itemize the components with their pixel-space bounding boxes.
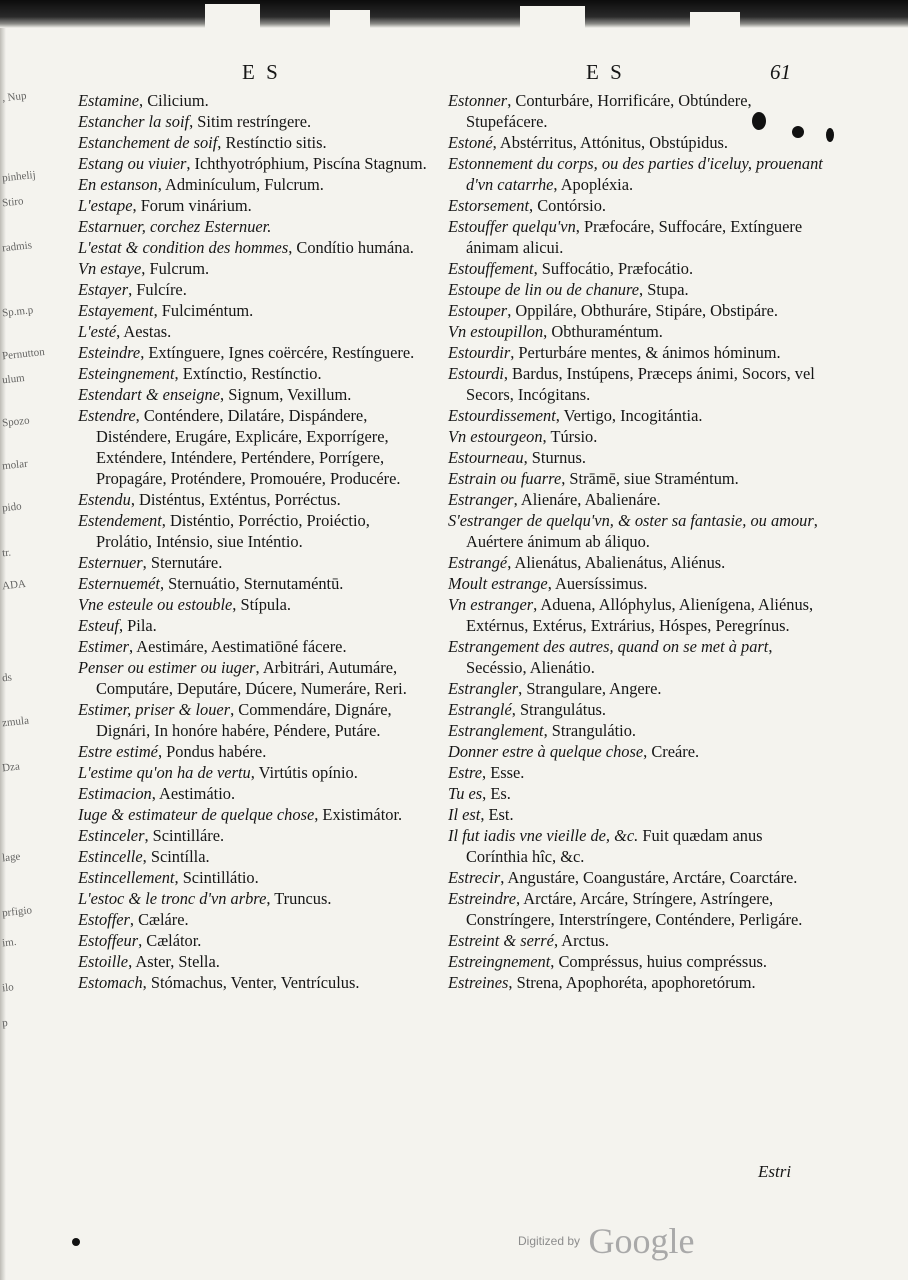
page-number: 61 [770, 60, 791, 84]
dictionary-entry: Estorsement, Contórsio. [448, 196, 606, 215]
page-spine-shadow [0, 0, 6, 1280]
dictionary-entry: Il fut iadis vne vieille de, &c. Fuit quædam anus Corínthia hîc, &c. [448, 826, 763, 866]
dictionary-entry: Estreindre, Arctáre, Arcáre, Stríngere, Astríngere, Constríngere, Interstríngere, Conténdere, Perligáre. [448, 889, 803, 929]
margin-note: ADA [1, 577, 27, 593]
dictionary-entry: Vn estaye, Fulcrum. [78, 259, 210, 278]
dictionary-entry: Estimer, priser & louer, Commendáre, Dignáre, Dignári, In honóre habére, Péndere, Putáre. [78, 700, 392, 740]
margin-note: Pernutton [1, 345, 46, 363]
dictionary-entry: En estanson, Adminículum, Fulcrum. [78, 175, 324, 194]
left-column-header: E S [242, 60, 281, 84]
dictionary-entry: Estancher la soif, Sitim restríngere. [78, 112, 312, 131]
ink-blot [826, 128, 834, 142]
dictionary-entry: Esteindre, Extínguere, Ignes coërcére, Restínguere. [78, 343, 415, 362]
dictionary-entry: Estimacion, Aestimátio. [78, 784, 236, 803]
dictionary-entry: Vn estranger, Aduena, Allóphylus, Alienígena, Aliénus, Extérnus, Extérus, Extrárius, Hóspes, Peregrínus. [448, 595, 814, 635]
dictionary-entry: Esternuemét, Sternuátio, Sternutaméntū. [78, 574, 344, 593]
dictionary-entry: Estre estimé, Pondus habére. [78, 742, 267, 761]
dictionary-entry: Estre, Esse. [448, 763, 525, 782]
margin-note: ds [1, 671, 13, 685]
dictionary-entry: Estrecir, Angustáre, Coangustáre, Arctáre, Coarctáre. [448, 868, 798, 887]
dictionary-entry: Estincellement, Scintillátio. [78, 868, 259, 887]
margin-note: Sp.m.p [1, 304, 34, 320]
dictionary-entry: Estonner, Conturbáre, Horrificáre, Obtúndere, Stupefácere. [448, 91, 752, 131]
margin-note: , Nup [1, 89, 28, 105]
dictionary-entry: Estreingnement, Compréssus, huius compréssus. [448, 952, 767, 971]
dictionary-entry: Estrangler, Strangulare, Angere. [448, 679, 662, 698]
ink-blot [792, 126, 804, 138]
dictionary-entry: Estoille, Aster, Stella. [78, 952, 220, 971]
dictionary-entry: L'estime qu'on ha de vertu, Virtútis opínio. [78, 763, 358, 782]
dictionary-entry: Estourdissement, Vertigo, Incogitántia. [448, 406, 703, 425]
dictionary-entry: Estayement, Fulciméntum. [78, 301, 254, 320]
dictionary-entry: Vn estoupillon, Obthuraméntum. [448, 322, 663, 341]
dictionary-entry: Estrangement des autres, quand on se met à part, Secéssio, Alienátio. [448, 637, 773, 677]
margin-note: tr. [1, 546, 12, 560]
dictionary-entry: Estonnement du corps, ou des parties d'iceluy, prouenant d'vn catarrhe, Apopléxia. [448, 154, 823, 194]
dictionary-entry: Esternuer, Sternutáre. [78, 553, 223, 572]
margin-note: molar [1, 457, 29, 473]
dictionary-entry: Estreint & serré, Arctus. [448, 931, 610, 950]
margin-note: lage [1, 850, 21, 865]
margin-note: Stiro [1, 195, 25, 210]
margin-note: ulum [1, 372, 26, 387]
dictionary-entry: L'esté, Aestas. [78, 322, 172, 341]
margin-note: zmula [1, 714, 30, 730]
dictionary-entry: Iuge & estimateur de quelque chose, Existimátor. [78, 805, 403, 824]
dictionary-entry: Esteingnement, Extínctio, Restínctio. [78, 364, 322, 383]
dictionary-entry: Estoné, Abstérritus, Attónitus, Obstúpidus. [448, 133, 729, 152]
margin-note: radmis [1, 239, 33, 255]
dictionary-entry: Estouper, Oppiláre, Obthuráre, Stipáre, Obstipáre. [448, 301, 779, 320]
google-logo: Google [588, 1221, 695, 1261]
ink-blot [752, 112, 766, 130]
dictionary-entry: Esteuf, Pila. [78, 616, 157, 635]
dictionary-entry: Estanchement de soif, Restínctio sitis. [78, 133, 327, 152]
margin-note: ilo [1, 981, 15, 995]
dictionary-entry: Moult estrange, Auersíssimus. [448, 574, 648, 593]
dictionary-entry: Estranglement, Strangulátio. [448, 721, 637, 740]
dictionary-entry: Estang ou viuier, Ichthyotróphium, Piscína Stagnum. [78, 154, 427, 173]
dictionary-entry: Estendre, Conténdere, Dilatáre, Dispándere, Disténdere, Erugáre, Explicáre, Exporrígere, Exténdere, Inténdere, Perténdere, Porrígere, Propagáre, Proténdere, Promouére, Producére. [78, 406, 401, 488]
dictionary-entry: Estendu, Disténtus, Exténtus, Porréctus. [78, 490, 341, 509]
dictionary-entry: Estimer, Aestimáre, Aestimatiōné fácere. [78, 637, 347, 656]
dictionary-entry: Estendement, Disténtio, Porréctio, Proiéctio, Prolátio, Inténsio, siue Inténtio. [78, 511, 370, 551]
dictionary-entry: Donner estre à quelque chose, Creáre. [448, 742, 700, 761]
dictionary-entry: L'estoc & le tronc d'vn arbre, Truncus. [78, 889, 332, 908]
dictionary-entry: Estrangé, Alienátus, Abalienátus, Aliénus. [448, 553, 726, 572]
dictionary-entry: Estreines, Strena, Apophoréta, apophoretórum. [448, 973, 756, 992]
right-column [448, 90, 824, 993]
dictionary-entry: Estrain ou fuarre, Strāmē, siue Straméntum. [448, 469, 739, 488]
dictionary-entry: S'estranger de quelqu'vn, & oster sa fantasie, ou amour, Auértere ánimum ab áliquo. [448, 511, 818, 551]
dictionary-entry: Estomach, Stómachus, Venter, Ventrículus. [78, 973, 360, 992]
scan-top-edge [0, 0, 908, 28]
dictionary-entry: Estourdir, Perturbáre mentes, & ánimos hóminum. [448, 343, 781, 362]
dictionary-entry: Estayer, Fulcíre. [78, 280, 187, 299]
margin-note: prfigio [1, 904, 33, 920]
dictionary-entry: Estoffer, Cæláre. [78, 910, 189, 929]
dictionary-entry: Estranglé, Strangulátus. [448, 700, 606, 719]
dictionary-entry: Tu es, Es. [448, 784, 511, 803]
dictionary-entry: Estourdi, Bardus, Instúpens, Præceps ánimi, Socors, vel Secors, Incógitans. [448, 364, 815, 404]
dictionary-entry: Estoupe de lin ou de chanure, Stupa. [448, 280, 689, 299]
dictionary-entry: Vne esteule ou estouble, Stípula. [78, 595, 292, 614]
dictionary-entry: Estendart & enseigne, Signum, Vexillum. [78, 385, 352, 404]
left-column [78, 90, 428, 993]
dictionary-entry: Estincelle, Scintílla. [78, 847, 210, 866]
dictionary-entry: L'estape, Forum vinárium. [78, 196, 252, 215]
dictionary-entry: Vn estourgeon, Túrsio. [448, 427, 598, 446]
right-column-header: E S [586, 60, 625, 84]
dictionary-entry: Estouffement, Suffocátio, Præfocátio. [448, 259, 694, 278]
catchword: Estri [758, 1162, 792, 1181]
dictionary-entry: Estoffeur, Cælátor. [78, 931, 202, 950]
margin-note: p [1, 1016, 9, 1030]
margin-note: im. [1, 935, 18, 950]
digitized-by-text: Digitized by [518, 1234, 581, 1248]
margin-note: pinhelij [1, 168, 37, 185]
dictionary-entry: Estarnuer, corchez Esternuer. [78, 217, 272, 236]
margin-note: Dza [1, 760, 21, 775]
dictionary-entry: Estinceler, Scintilláre. [78, 826, 225, 845]
margin-note: pido [1, 500, 23, 515]
dictionary-entry: Estourneau, Sturnus. [448, 448, 586, 467]
dictionary-entry: Il est, Est. [448, 805, 514, 824]
ink-blot [72, 1238, 80, 1246]
dictionary-entry: Estamine, Cilicium. [78, 91, 209, 110]
margin-note: Spozo [1, 414, 31, 430]
dictionary-entry: Estouffer quelqu'vn, Præfocáre, Suffocáre, Extínguere ánimam alicui. [448, 217, 803, 257]
digitized-by-google-watermark [518, 1220, 694, 1260]
dictionary-entry: L'estat & condition des hommes, Condítio humána. [78, 238, 414, 257]
dictionary-entry: Estranger, Alienáre, Abalienáre. [448, 490, 661, 509]
dictionary-entry: Penser ou estimer ou iuger, Arbitrári, Autumáre, Computáre, Deputáre, Dúcere, Numeráre, Reri. [78, 658, 407, 698]
